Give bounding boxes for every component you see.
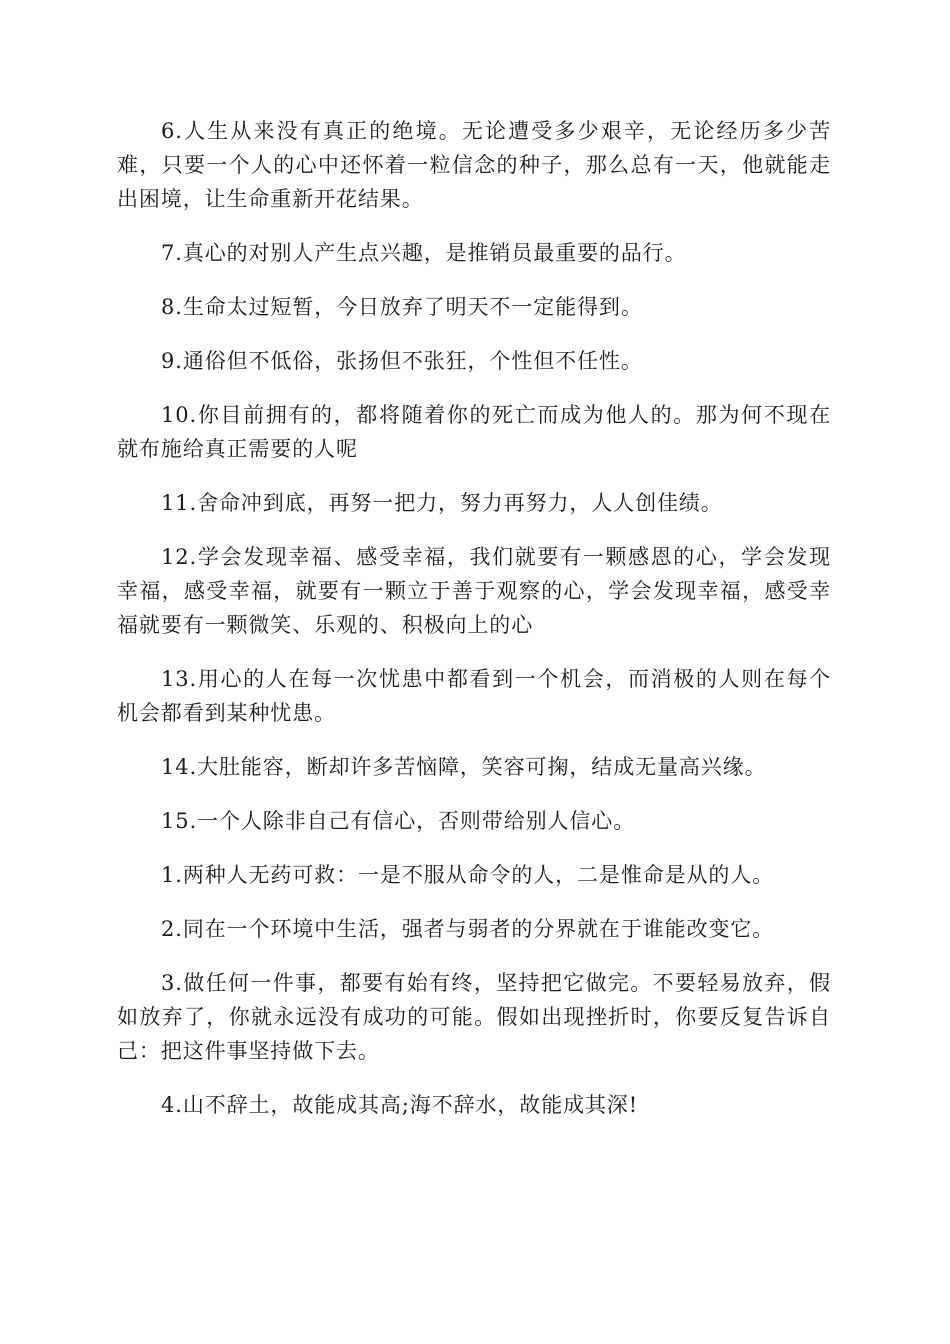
paragraph-quote-15: 15.一个人除非自己有信心，否则带给别人信心。 xyxy=(161,809,636,833)
paragraph-quote-11: 11.舍命冲到底，再努一把力，努力再努力，人人创佳绩。 xyxy=(161,491,723,515)
paragraph-quote-10: 10.你目前拥有的，都将随着你的死亡而成为他人的。那为何不现在就布施给真正需要的人呢 xyxy=(117,403,831,461)
paragraph-quote-6: 6.人生从来没有真正的绝境。无论遭受多少艰辛，无论经历多少苦难，只要一个人的心中还怀着一粒信念的种子，那么总有一天，他就能走出困境，让生命重新开花结果。 xyxy=(117,119,831,211)
paragraph-quote-8: 8.生命太过短暂，今日放弃了明天不一定能得到。 xyxy=(161,295,643,319)
paragraph-quote-13: 13.用心的人在每一次忧患中都看到一个机会，而消极的人则在每个机会都看到某种忧患。 xyxy=(117,667,831,725)
paragraph-quote-2: 2.同在一个环境中生活，强者与弱者的分界就在于谁能改变它。 xyxy=(161,917,775,941)
paragraph-quote-9: 9.通俗但不低俗，张扬但不张狂，个性但不任性。 xyxy=(161,349,643,373)
paragraph-quote-12: 12.学会发现幸福、感受幸福，我们就要有一颗感恩的心，学会发现幸福，感受幸福，就要有一颗立于善于观察的心，学会发现幸福，感受幸福就要有一颗微笑、乐观的、积极向上的心 xyxy=(117,545,831,637)
document-body xyxy=(117,114,831,1142)
paragraph-quote-3: 3.做任何一件事，都要有始有终，坚持把它做完。不要轻易放弃，假如放弃了，你就永远没有成功的可能。假如出现挫折时，你要反复告诉自己：把这件事坚持做下去。 xyxy=(117,971,831,1063)
paragraph-quote-14: 14.大肚能容，断却许多苦恼障，笑容可掬，结成无量高兴缘。 xyxy=(161,755,767,779)
paragraph-quote-1: 1.两种人无药可救：一是不服从命令的人，二是惟命是从的人。 xyxy=(161,863,775,887)
paragraph-quote-4: 4.山不辞土，故能成其高;海不辞水，故能成其深! xyxy=(161,1093,639,1117)
paragraph-quote-7: 7.真心的对别人产生点兴趣，是推销员最重要的品行。 xyxy=(161,241,687,265)
